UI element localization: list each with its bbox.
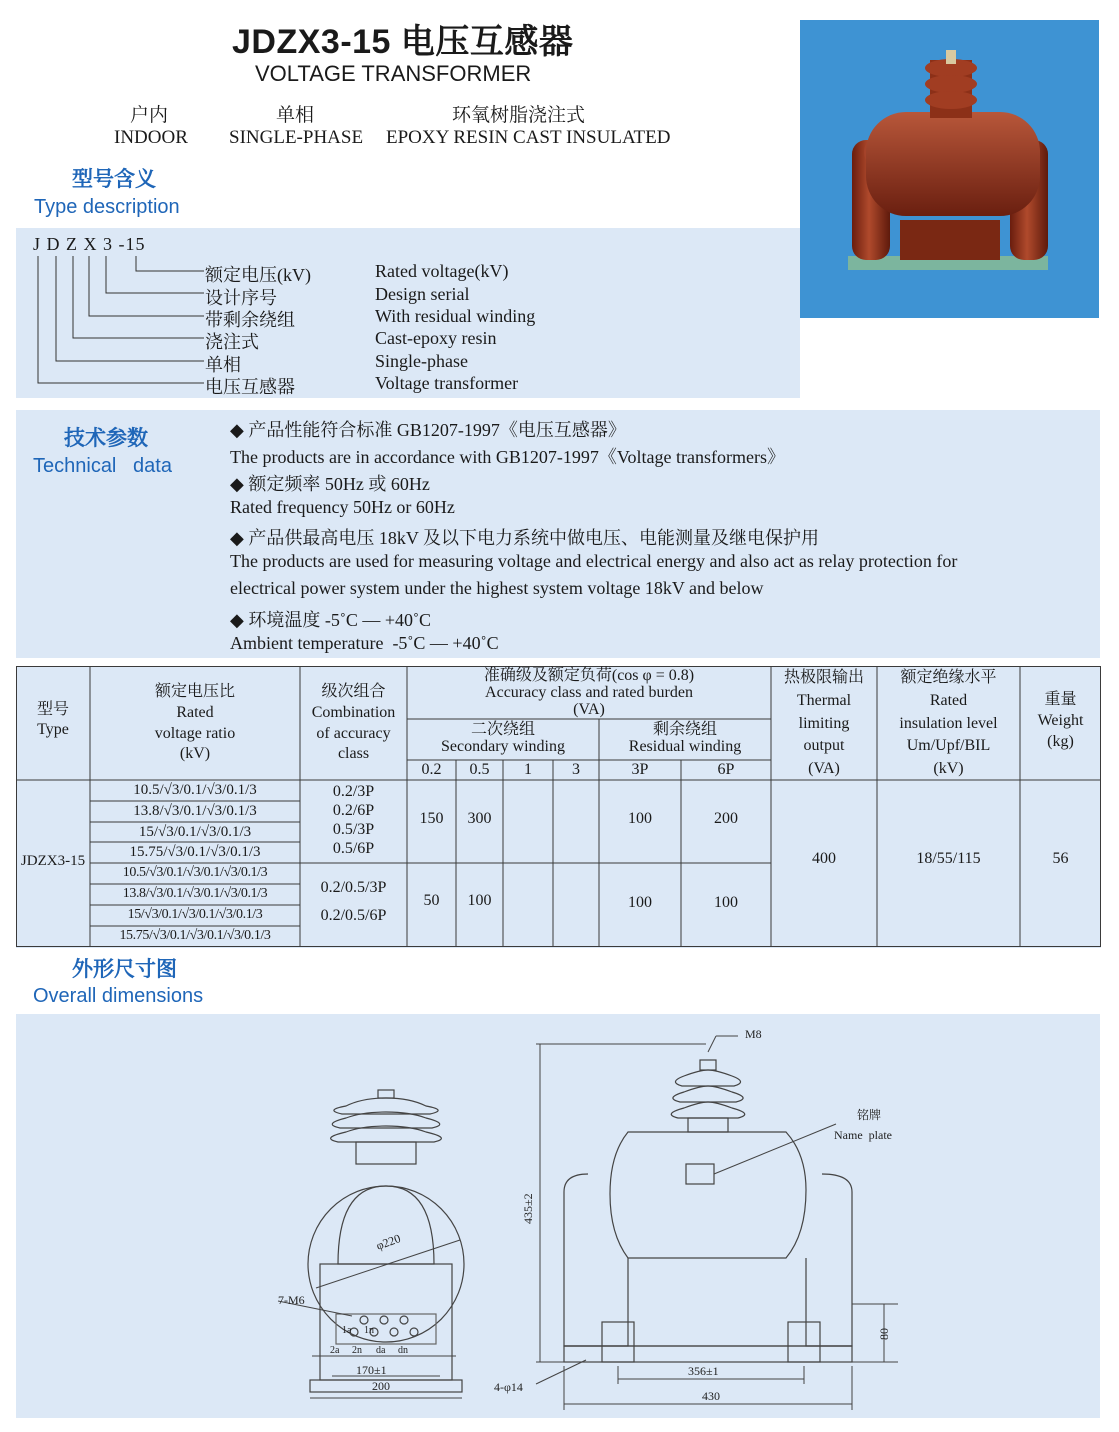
header-insulation: [877, 670, 1020, 778]
cell-ratio-5: 10.5/√3/0.1/√3/0.1/√3/0.1/3: [122, 865, 268, 880]
cell-ratio-2: 13.8/√3/0.1/√3/0.1/3: [133, 803, 257, 819]
technical-data-heading-cn: 技术参数: [64, 427, 148, 450]
label-nameplate-en: Name plate: [834, 1128, 892, 1142]
type-description-panel: [16, 228, 800, 398]
header-ins-en1: Rated: [929, 691, 968, 709]
dimensions-panel: [16, 1014, 1100, 1418]
cell-ratio-6: 13.8/√3/0.1/√3/0.1/√3/0.1/3: [122, 886, 268, 901]
label-width-430: 430: [702, 1389, 720, 1403]
type-item-residual-cn: 带剩余绕组: [205, 310, 295, 330]
header-comb-en2: of accuracy: [316, 724, 391, 742]
type-item-vt-en: Voltage transformer: [375, 373, 519, 393]
header-weight: [1020, 692, 1101, 750]
header-ins-en2: insulation level: [899, 714, 998, 732]
dimension-drawing: [16, 1014, 1100, 1418]
type-item-voltage-en: Rated voltage(kV): [375, 261, 509, 281]
cell-g2-0-2: 50: [423, 892, 440, 909]
tech-line-temperature-cn: ◆ 环境温度 -5˚C — +40˚C: [230, 610, 431, 630]
tech-line-usage-en-2: electrical power system under the highest system voltage 18kV and below: [230, 578, 764, 598]
header-wt-en: Weight: [1037, 711, 1084, 729]
tech-line-frequency-en: Rated frequency 50Hz or 60Hz: [230, 497, 455, 517]
terminal-2n: 2n: [352, 1345, 362, 1356]
cell-g2-3p: 100: [628, 894, 652, 911]
tech-line-temperature-en: Ambient temperature -5˚C — +40˚C: [230, 633, 499, 653]
header-combination: [300, 684, 407, 763]
cell-weight: 56: [1052, 850, 1069, 867]
cell-ratio-4: 15.75/√3/0.1/√3/0.1/3: [129, 844, 261, 860]
technical-data-heading-en: Technical data: [33, 455, 172, 477]
subcol-6p: 6P: [717, 761, 735, 778]
header-comb-cn: 级次组合: [321, 683, 386, 700]
header-ratio: [90, 684, 300, 763]
label-7-m6: 7-M6: [278, 1293, 305, 1307]
header-res-cn: 剩余绕组: [652, 721, 717, 738]
tech-line-usage-cn: ◆ 产品供最高电压 18kV 及以下电力系统中做电压、电能测量及继电保护用: [230, 528, 820, 548]
feature-insulation-en: EPOXY RESIN CAST INSULATED: [386, 127, 671, 148]
type-item-phase-cn: 单相: [205, 355, 241, 375]
label-width-356: 356±1: [688, 1364, 719, 1378]
tech-line-usage-en-1: The products are used for measuring voltage and electrical energy and also act as relay protection for: [230, 551, 958, 571]
cell-ratio-8: 15.75/√3/0.1/√3/0.1/√3/0.1/3: [119, 928, 271, 943]
header-accuracy: [407, 668, 771, 718]
subcol-3: 3: [572, 761, 580, 778]
cell-g2-6p: 100: [714, 894, 738, 911]
cell-comb-2: 0.2/6P: [332, 802, 375, 819]
cell-comb-5: 0.2/0.5/3P: [320, 879, 387, 896]
cell-insulation: 18/55/115: [916, 850, 981, 867]
page-subtitle: VOLTAGE TRANSFORMER: [255, 61, 532, 86]
cell-ratio-7: 15/√3/0.1/√3/0.1/√3/0.1/3: [127, 907, 263, 922]
header-res-en: Residual winding: [628, 737, 742, 755]
header-ratio-unit: (kV): [179, 745, 211, 763]
header-ratio-en2: voltage ratio: [154, 724, 236, 742]
header-therm-en1: Thermal: [796, 691, 852, 709]
cell-comb-3: 0.5/3P: [332, 821, 375, 838]
terminal-dn: dn: [398, 1345, 408, 1356]
tech-line-standard-cn: ◆ 产品性能符合标准 GB1207-1997《电压互感器》: [230, 420, 626, 440]
label-width-170: 170±1: [356, 1363, 387, 1377]
header-ins-cn: 额定绝缘水平: [900, 669, 997, 686]
subcol-1: 1: [524, 761, 532, 778]
cell-g1-3p: 100: [628, 810, 652, 827]
type-item-residual-en: With residual winding: [375, 306, 536, 326]
type-description-heading-en: Type description: [34, 196, 180, 218]
cell-g1-0-2: 150: [419, 810, 444, 827]
label-diameter-220: φ220: [374, 1231, 403, 1253]
header-ratio-en1: Rated: [176, 703, 214, 721]
header-therm-en2: limiting: [798, 714, 850, 732]
terminal-da: da: [376, 1345, 386, 1356]
cell-type: JDZX3-15: [20, 853, 86, 869]
header-type-en: Type: [37, 720, 69, 738]
cell-g2-0-5: 100: [467, 892, 492, 909]
header-comb-en3: class: [337, 745, 370, 763]
cell-ratio-1: 10.5/√3/0.1/√3/0.1/3: [133, 782, 257, 798]
dimensions-heading-en: Overall dimensions: [33, 985, 204, 1007]
product-photo: [800, 20, 1099, 318]
parameter-table: [16, 666, 1101, 948]
type-item-cast-en: Cast-epoxy resin: [375, 328, 497, 348]
header-ratio-cn: 额定电压比: [154, 683, 235, 700]
header-wt-unit: (kg): [1047, 732, 1074, 750]
type-item-vt-cn: 电压互感器: [205, 377, 295, 397]
header-therm-unit: (VA): [808, 760, 840, 778]
feature-insulation-cn: 环氧树脂浇注式: [452, 105, 586, 126]
header-sec-cn: 二次绕组: [470, 721, 535, 738]
terminal-1a: 1a: [342, 1325, 352, 1336]
type-item-cast-cn: 浇注式: [205, 332, 259, 352]
type-item-voltage-cn: 额定电压(kV): [205, 265, 311, 285]
cell-thermal: 400: [812, 850, 836, 867]
type-item-serial-en: Design serial: [375, 284, 470, 304]
header-residual: [599, 722, 771, 756]
header-sec-en: Secondary winding: [441, 737, 565, 755]
label-width-200: 200: [372, 1379, 390, 1393]
type-item-serial-cn: 设计序号: [205, 288, 277, 308]
dimensions-heading-cn: 外形尺寸图: [72, 958, 177, 981]
label-m8: M8: [745, 1027, 762, 1041]
label-height-80: 80: [877, 1328, 891, 1340]
header-thermal: [771, 670, 877, 778]
subcol-3p: 3P: [631, 761, 649, 778]
header-therm-en3: output: [803, 737, 845, 755]
cell-comb-4: 0.5/6P: [332, 840, 375, 857]
tech-line-frequency-cn: ◆ 额定频率 50Hz 或 60Hz: [230, 474, 430, 494]
cell-g1-0-5: 300: [467, 810, 492, 827]
cell-ratio-3: 15/√3/0.1/√3/0.1/3: [138, 824, 252, 840]
type-item-phase-en: Single-phase: [375, 351, 468, 371]
tech-line-standard-en: The products are in accordance with GB1207-1997《Voltage transformers》: [230, 447, 786, 467]
subcol-0-2: 0.2: [421, 761, 442, 778]
feature-phase-cn: 单相: [276, 105, 315, 126]
header-ins-en3: Um/Upf/BIL: [906, 737, 991, 755]
header-wt-cn: 重量: [1044, 691, 1077, 708]
cell-g1-6p: 200: [714, 810, 738, 827]
header-acc-unit: (VA): [573, 700, 605, 718]
feature-indoor-en: INDOOR: [114, 127, 188, 148]
label-nameplate-cn: 铭牌: [857, 1108, 882, 1122]
type-code-leader-lines: [16, 228, 216, 398]
technical-data-panel: [16, 410, 1100, 658]
label-holes: 4-φ14: [494, 1380, 523, 1394]
subcol-0-5: 0.5: [469, 761, 490, 778]
type-description-heading-cn: 型号含义: [72, 168, 156, 191]
header-therm-cn: 热极限输出: [783, 669, 864, 686]
cell-comb-6: 0.2/0.5/6P: [320, 907, 387, 924]
header-comb-en1: Combination: [311, 703, 396, 721]
header-type-cn: 型号: [36, 701, 69, 718]
header-type: [16, 702, 90, 739]
header-acc-cn: 准确级及额定负荷(cos φ = 0.8): [483, 667, 695, 684]
header-acc-en: Accuracy class and rated burden: [485, 683, 693, 701]
terminal-1n: 1n: [364, 1325, 374, 1336]
feature-indoor-cn: 户内: [130, 105, 169, 126]
terminal-2a: 2a: [330, 1345, 340, 1356]
header-ins-unit: (kV): [933, 760, 964, 778]
type-code: J D Z X 3 -15: [33, 234, 146, 254]
header-secondary: [407, 722, 599, 756]
label-height-435: 435±2: [521, 1193, 535, 1224]
cell-comb-1: 0.2/3P: [332, 783, 375, 800]
page-title: JDZX3-15 电压互感器: [232, 23, 574, 61]
feature-phase-en: SINGLE-PHASE: [229, 127, 364, 148]
